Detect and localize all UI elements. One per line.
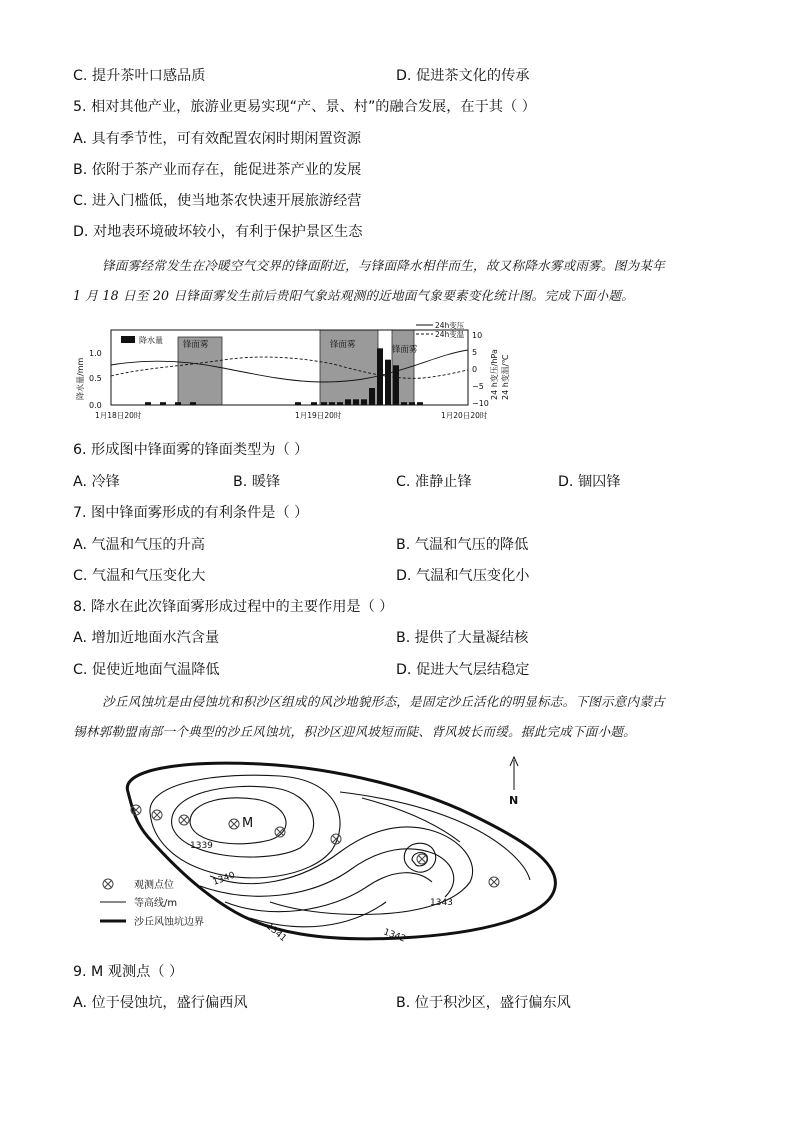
observation-point (275, 827, 285, 837)
blowout-map (100, 752, 570, 952)
right-tick-1: 10 (472, 331, 483, 340)
right-tick-5: −10 (472, 399, 489, 408)
fog-label-2: 锋面雾 (330, 340, 356, 350)
precipitation-bar (361, 399, 367, 405)
legend-contour-label: 等高线/m (134, 898, 178, 909)
option-5d: D. 对地表环境破坏较小，有利于保护景区生态 (73, 224, 363, 240)
passage-2-line-1: 沙丘风蚀坑是由侵蚀坑和积沙区组成的风沙地貌形态，是固定沙丘活化的明显标志。下图示意内蒙古 (102, 694, 665, 709)
precipitation-bar (409, 402, 415, 405)
option-8b: B. 提供了大量凝结核 (396, 630, 529, 646)
precipitation-bar (295, 402, 301, 405)
left-tick-2: 0.5 (89, 374, 102, 383)
weather-chart (73, 320, 513, 424)
left-tick-1: 1.0 (89, 349, 102, 358)
passage-1-line-2: 1 月 18 日至 20 日锋面雾发生前后贵阳气象站观测的近地面气象要素变化统计图。完成下面小题。 (73, 288, 635, 303)
contour-label-1341: 1341 (264, 921, 289, 945)
option-6c: C. 准静止锋 (396, 474, 472, 490)
observation-point (152, 810, 162, 820)
legend-bar-swatch (121, 336, 135, 343)
precipitation-bar (385, 360, 391, 405)
fog-label-1: 锋面雾 (183, 340, 209, 350)
option-6b: B. 暖锋 (233, 474, 281, 490)
point-m-label: M (242, 816, 254, 831)
option-7c: C. 气温和气压变化大 (73, 568, 206, 584)
left-tick-3: 0.0 (89, 401, 102, 410)
observation-point (417, 854, 427, 864)
option-8d: D. 促进大气层结稳定 (396, 662, 530, 678)
precipitation-bar (401, 402, 407, 405)
precipitation-bar (353, 399, 359, 405)
precipitation-bar (311, 402, 317, 405)
legend-precipitation: 降水量 (139, 336, 163, 345)
x-tick-1: 1月18日20时 (95, 411, 142, 420)
legend-pressure: 24h变压 (435, 321, 465, 330)
passage-1-line-1: 锋面雾经常发生在冷暖空气交界的锋面附近，与锋面降水相伴而生，故又称降水雾或雨雾。图为某年 (102, 258, 665, 273)
right-tick-3: 0 (472, 365, 478, 374)
option-5b: B. 依附于茶产业而存在，能促进茶产业的发展 (73, 162, 362, 178)
option-7d: D. 气温和气压变化小 (396, 568, 530, 584)
precipitation-bar (175, 402, 181, 405)
contour-label-1343: 1343 (430, 898, 453, 908)
option-5c: C. 进入门槛低，使当地茶农快速开展旅游经营 (73, 193, 362, 209)
option-9a: A. 位于侵蚀坑，盛行偏西风 (73, 995, 248, 1011)
option-7b: B. 气温和气压的降低 (396, 537, 529, 553)
option-7a: A. 气温和气压的升高 (73, 537, 205, 553)
legend-point-label: 观测点位 (134, 880, 174, 891)
fog-label-3: 锋面雾 (392, 345, 418, 355)
observation-point-m (229, 819, 239, 829)
precipitation-bar (417, 402, 423, 405)
question-6-stem: 6. 形成图中锋面雾的锋面类型为（ ） (73, 442, 309, 458)
observation-point (179, 815, 189, 825)
question-9-stem: 9. M 观测点（ ） (73, 964, 184, 980)
right-tick-2: 5 (472, 348, 478, 357)
legend-point-icon (103, 879, 113, 889)
precipitation-bar (377, 348, 383, 405)
x-tick-2: 1月19日20时 (295, 411, 342, 420)
passage-2-line-2: 锡林郭勒盟南部一个典型的沙丘风蚀坑，积沙区迎风坡短而陡、背风坡长而缓。据此完成下面小题。 (73, 724, 636, 739)
plot-frame (111, 330, 468, 405)
right-tick-4: −5 (472, 382, 484, 391)
temperature-curve (111, 357, 468, 378)
left-axis-label: 降水量/mm (76, 357, 85, 400)
precipitation-bar (393, 365, 399, 405)
legend-temperature: 24h变温 (435, 330, 465, 339)
precipitation-bar (321, 402, 327, 405)
question-8-stem: 8. 降水在此次锋面雾形成过程中的主要作用是（ ） (73, 599, 394, 615)
option-8a: A. 增加近地面水汽含量 (73, 630, 220, 646)
option-8c: C. 促使近地面气温降低 (73, 662, 220, 678)
north-label: N (509, 794, 519, 807)
question-7-stem: 7. 图中锋面雾形成的有利条件是（ ） (73, 505, 309, 521)
option-6d: D. 锢囚锋 (558, 474, 621, 490)
legend-boundary-label: 沙丘风蚀坑边界 (134, 917, 204, 928)
observation-point (489, 877, 499, 887)
contour-label-1342: 1342 (381, 927, 407, 945)
precipitation-bar (337, 402, 343, 405)
contour-label-1340: 1340 (211, 870, 237, 888)
contour-label-1339: 1339 (190, 841, 213, 851)
precipitation-bar (329, 402, 335, 405)
option-4c: C. 提升茶叶口感品质 (73, 68, 206, 84)
precipitation-bar (145, 402, 151, 405)
option-5a: A. 具有季节性，可有效配置农闲时期闲置资源 (73, 131, 362, 147)
precipitation-bar (190, 402, 196, 405)
option-4d: D. 促进茶文化的传承 (396, 68, 530, 84)
option-9b: B. 位于积沙区，盛行偏东风 (396, 995, 571, 1011)
right-axis-label-1: 24 h变压/hPa (490, 349, 499, 400)
precipitation-bar (345, 399, 351, 405)
option-6a: A. 冷锋 (73, 474, 120, 490)
x-tick-3: 1月20日20时 (441, 411, 488, 420)
question-5-stem: 5. 相对其他产业，旅游业更易实现“产、景、村”的融合发展，在于其（ ） (73, 99, 536, 115)
right-axis-label-2: 24 h变温/℃ (501, 354, 510, 400)
precipitation-bar (369, 388, 375, 405)
precipitation-bar (160, 402, 166, 405)
